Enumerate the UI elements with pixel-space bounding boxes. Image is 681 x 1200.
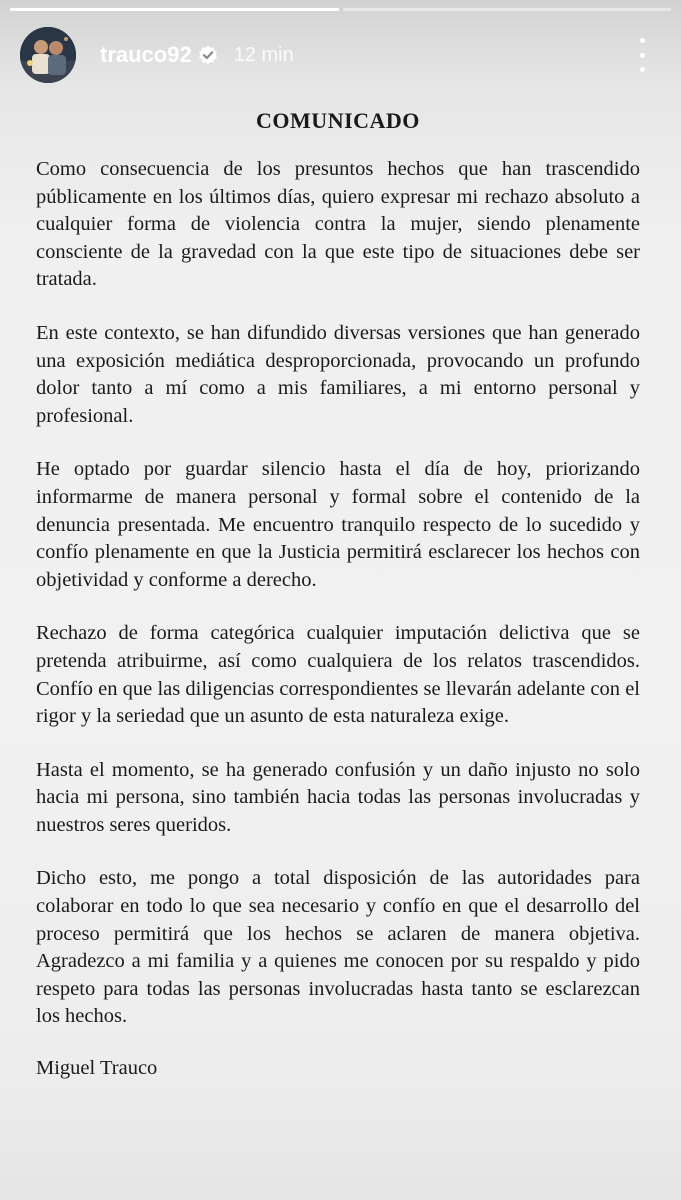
document-paragraph: En este contexto, se han difundido diversas versiones que han generado una exposición mediática desproporcionada, provocando un profundo dolor tanto a mí como a mis familiares, a mi entorno personal y profesional. bbox=[36, 321, 640, 427]
username[interactable]: trauco92 bbox=[100, 42, 192, 67]
post-time: 12 min bbox=[233, 43, 294, 66]
document-paragraph: Rechazo de forma categórica cualquier imputación delictiva que se pretenda atribuirme, así como cualquiera de los relatos trascendidos. Confío en que las diligencias correspondientes se llevarán adelante con el rigor y la seriedad que un asunto de esta naturaleza exige. bbox=[36, 622, 640, 728]
document-paragraph: He optado por guardar silencio hasta el día de hoy, priorizando informarme de manera personal y formal sobre el contenido de la denuncia presentada. Me encuentro tranquilo respecto de lo sucedido y confío plenamente en que la Justicia permitirá esclarecer los hechos con objetividad y conforme a derecho. bbox=[36, 458, 640, 591]
avatar[interactable] bbox=[20, 27, 76, 83]
verified-badge-icon bbox=[198, 45, 218, 65]
document-paragraph: Como consecuencia de los presuntos hechos que han trascendido públicamente en los últimos días, quiero expresar mi rechazo absoluto a cualquier forma de violencia contra la mujer, siendo plenamente consciente de la gravedad con la que este tipo de situaciones debe ser tratada. bbox=[36, 158, 640, 291]
document-signature: Miguel Trauco bbox=[36, 1057, 158, 1080]
document-title: COMUNICADO bbox=[256, 108, 420, 133]
story-header bbox=[20, 26, 661, 84]
story-progress-bar bbox=[10, 8, 671, 11]
more-vertical-icon[interactable] bbox=[637, 38, 647, 72]
story-progress-segment bbox=[343, 8, 672, 11]
story-progress-segment bbox=[10, 8, 339, 11]
statement-document bbox=[36, 108, 640, 1080]
document-paragraph: Hasta el momento, se ha generado confusión y un daño injusto no solo hacia mi persona, sino también hacia todas las personas involucradas y nuestros seres queridos. bbox=[36, 758, 640, 836]
document-paragraph: Dicho esto, me pongo a total disposición de las autoridades para colaborar en todo lo que sea necesario y confío en que el desarrollo del proceso permitirá que los hechos se aclaren de manera objetiva. Agradezco a mi familia y a quienes me conocen por su respaldo y pido respeto para todas las personas involucradas hasta tanto se esclarezcan los hechos. bbox=[36, 867, 640, 1028]
